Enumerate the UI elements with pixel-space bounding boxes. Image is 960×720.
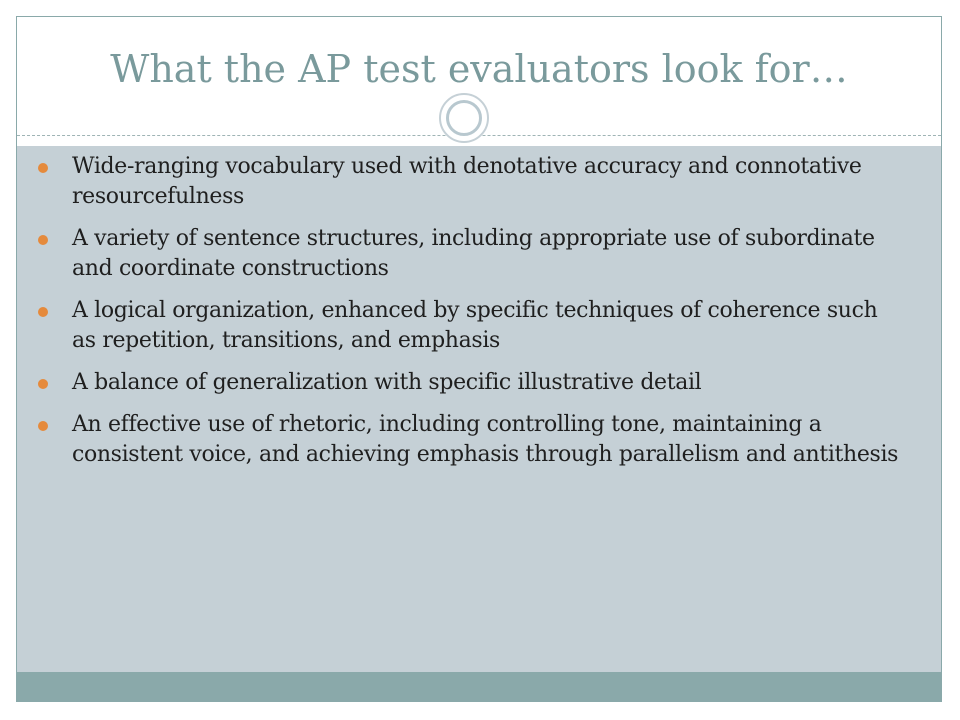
footer-band xyxy=(17,672,941,702)
slide-title: What the AP test evaluators look for… xyxy=(110,47,848,91)
bullet-item xyxy=(34,224,904,284)
bullet-text: A logical organization, enhanced by specific techniques of coherence such as repetition, transitions, and emphasis xyxy=(72,298,878,353)
bullet-icon xyxy=(38,163,48,173)
bullet-icon xyxy=(38,421,48,431)
bullet-item xyxy=(34,152,904,212)
bullet-icon xyxy=(38,379,48,389)
bullet-item xyxy=(34,296,904,356)
ring-ornament-inner xyxy=(446,100,482,136)
bullet-item xyxy=(34,410,904,470)
bullet-text: A variety of sentence structures, including appropriate use of subordinate and coordinate constructions xyxy=(72,226,875,281)
bullet-text: Wide-ranging vocabulary used with denotative accuracy and connotative resourcefulness xyxy=(72,154,862,209)
bullet-icon xyxy=(38,307,48,317)
bullet-text: A balance of generalization with specific illustrative detail xyxy=(72,370,702,395)
bullet-text: An effective use of rhetoric, including controlling tone, maintaining a consistent voice, and achieving emphasis through parallelism and antithesis xyxy=(72,412,899,467)
bullet-list xyxy=(34,152,904,482)
bullet-icon xyxy=(38,235,48,245)
bullet-item xyxy=(34,368,904,398)
ring-ornament-icon xyxy=(439,93,489,143)
